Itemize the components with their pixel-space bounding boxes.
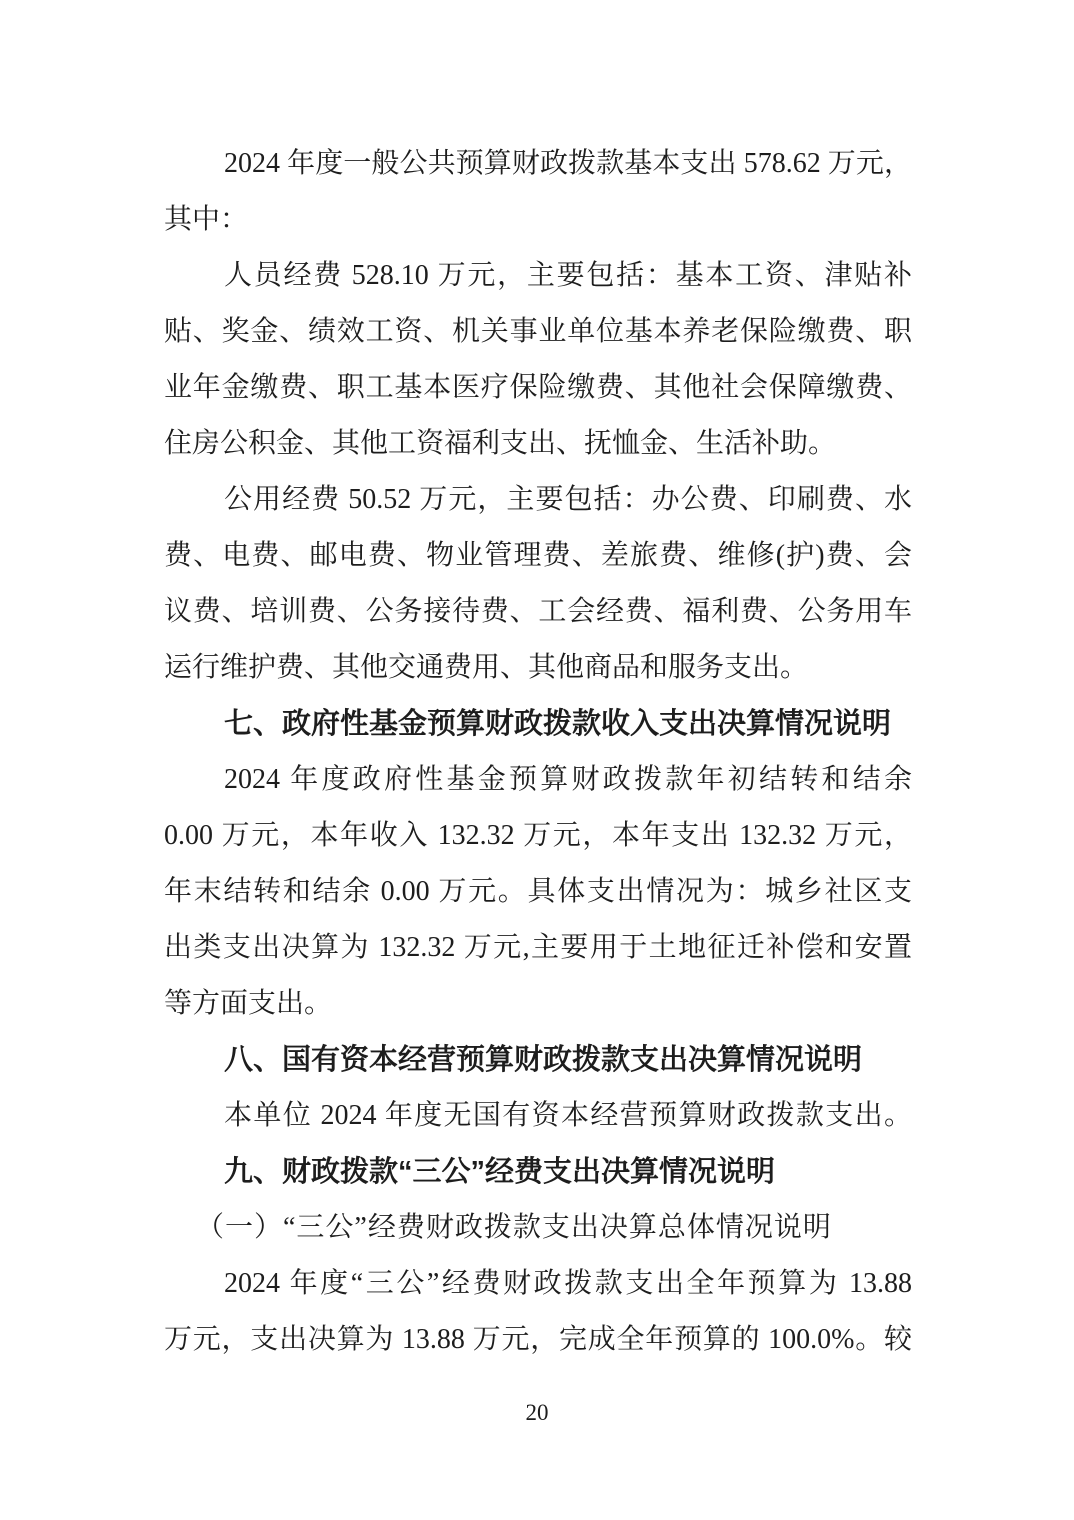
- text-line: 年末结转和结余 0.00 万元。具体支出情况为：城乡社区支: [164, 876, 912, 907]
- text-line: 业年金缴费、职工基本医疗保险缴费、其他社会保障缴费、: [164, 372, 912, 403]
- text-line: 其中：: [164, 204, 249, 235]
- text-line: 出类支出决算为 132.32 万元,主要用于土地征迁补偿和安置: [164, 932, 912, 963]
- text-line: 本单位 2024 年度无国有资本经营预算财政拨款支出。: [224, 1100, 912, 1131]
- text-line: 公用经费 50.52 万元，主要包括：办公费、印刷费、水: [224, 484, 912, 515]
- text-line: 0.00 万元，本年收入 132.32 万元，本年支出 132.32 万元，: [164, 820, 912, 851]
- text-line: 住房公积金、其他工资福利支出、抚恤金、生活补助。: [164, 428, 837, 459]
- section-heading: 八、国有资本经营预算财政拨款支出决算情况说明: [224, 1044, 863, 1076]
- text-line: 2024 年度政府性基金预算财政拨款年初结转和结余: [224, 764, 912, 795]
- section-heading: 九、财政拨款“三公”经费支出决算情况说明: [224, 1156, 776, 1188]
- sub-heading: （一）“三公”经费财政拨款支出决算总体情况说明: [196, 1212, 832, 1243]
- text-line: 贴、奖金、绩效工资、机关事业单位基本养老保险缴费、职: [164, 316, 912, 347]
- text-line: 人员经费 528.10 万元，主要包括：基本工资、津贴补: [224, 260, 912, 291]
- text-line: 议费、培训费、公务接待费、工会经费、福利费、公务用车: [164, 596, 912, 627]
- text-line: 费、电费、邮电费、物业管理费、差旅费、维修(护)费、会: [164, 540, 912, 571]
- page-number: 20: [525, 1400, 549, 1425]
- section-heading: 七、政府性基金预算财政拨款收入支出决算情况说明: [224, 708, 892, 740]
- text-line: 2024 年度“三公”经费财政拨款支出全年预算为 13.88: [224, 1268, 912, 1299]
- text-line: 运行维护费、其他交通费用、其他商品和服务支出。: [164, 652, 809, 683]
- text-line: 等方面支出。: [164, 988, 333, 1019]
- text-line: 万元，支出决算为 13.88 万元，完成全年预算的 100.0%。较: [164, 1324, 912, 1355]
- document-text-block: [164, 136, 912, 1368]
- text-line: 2024 年度一般公共预算财政拨款基本支出 578.62 万元，: [224, 148, 912, 179]
